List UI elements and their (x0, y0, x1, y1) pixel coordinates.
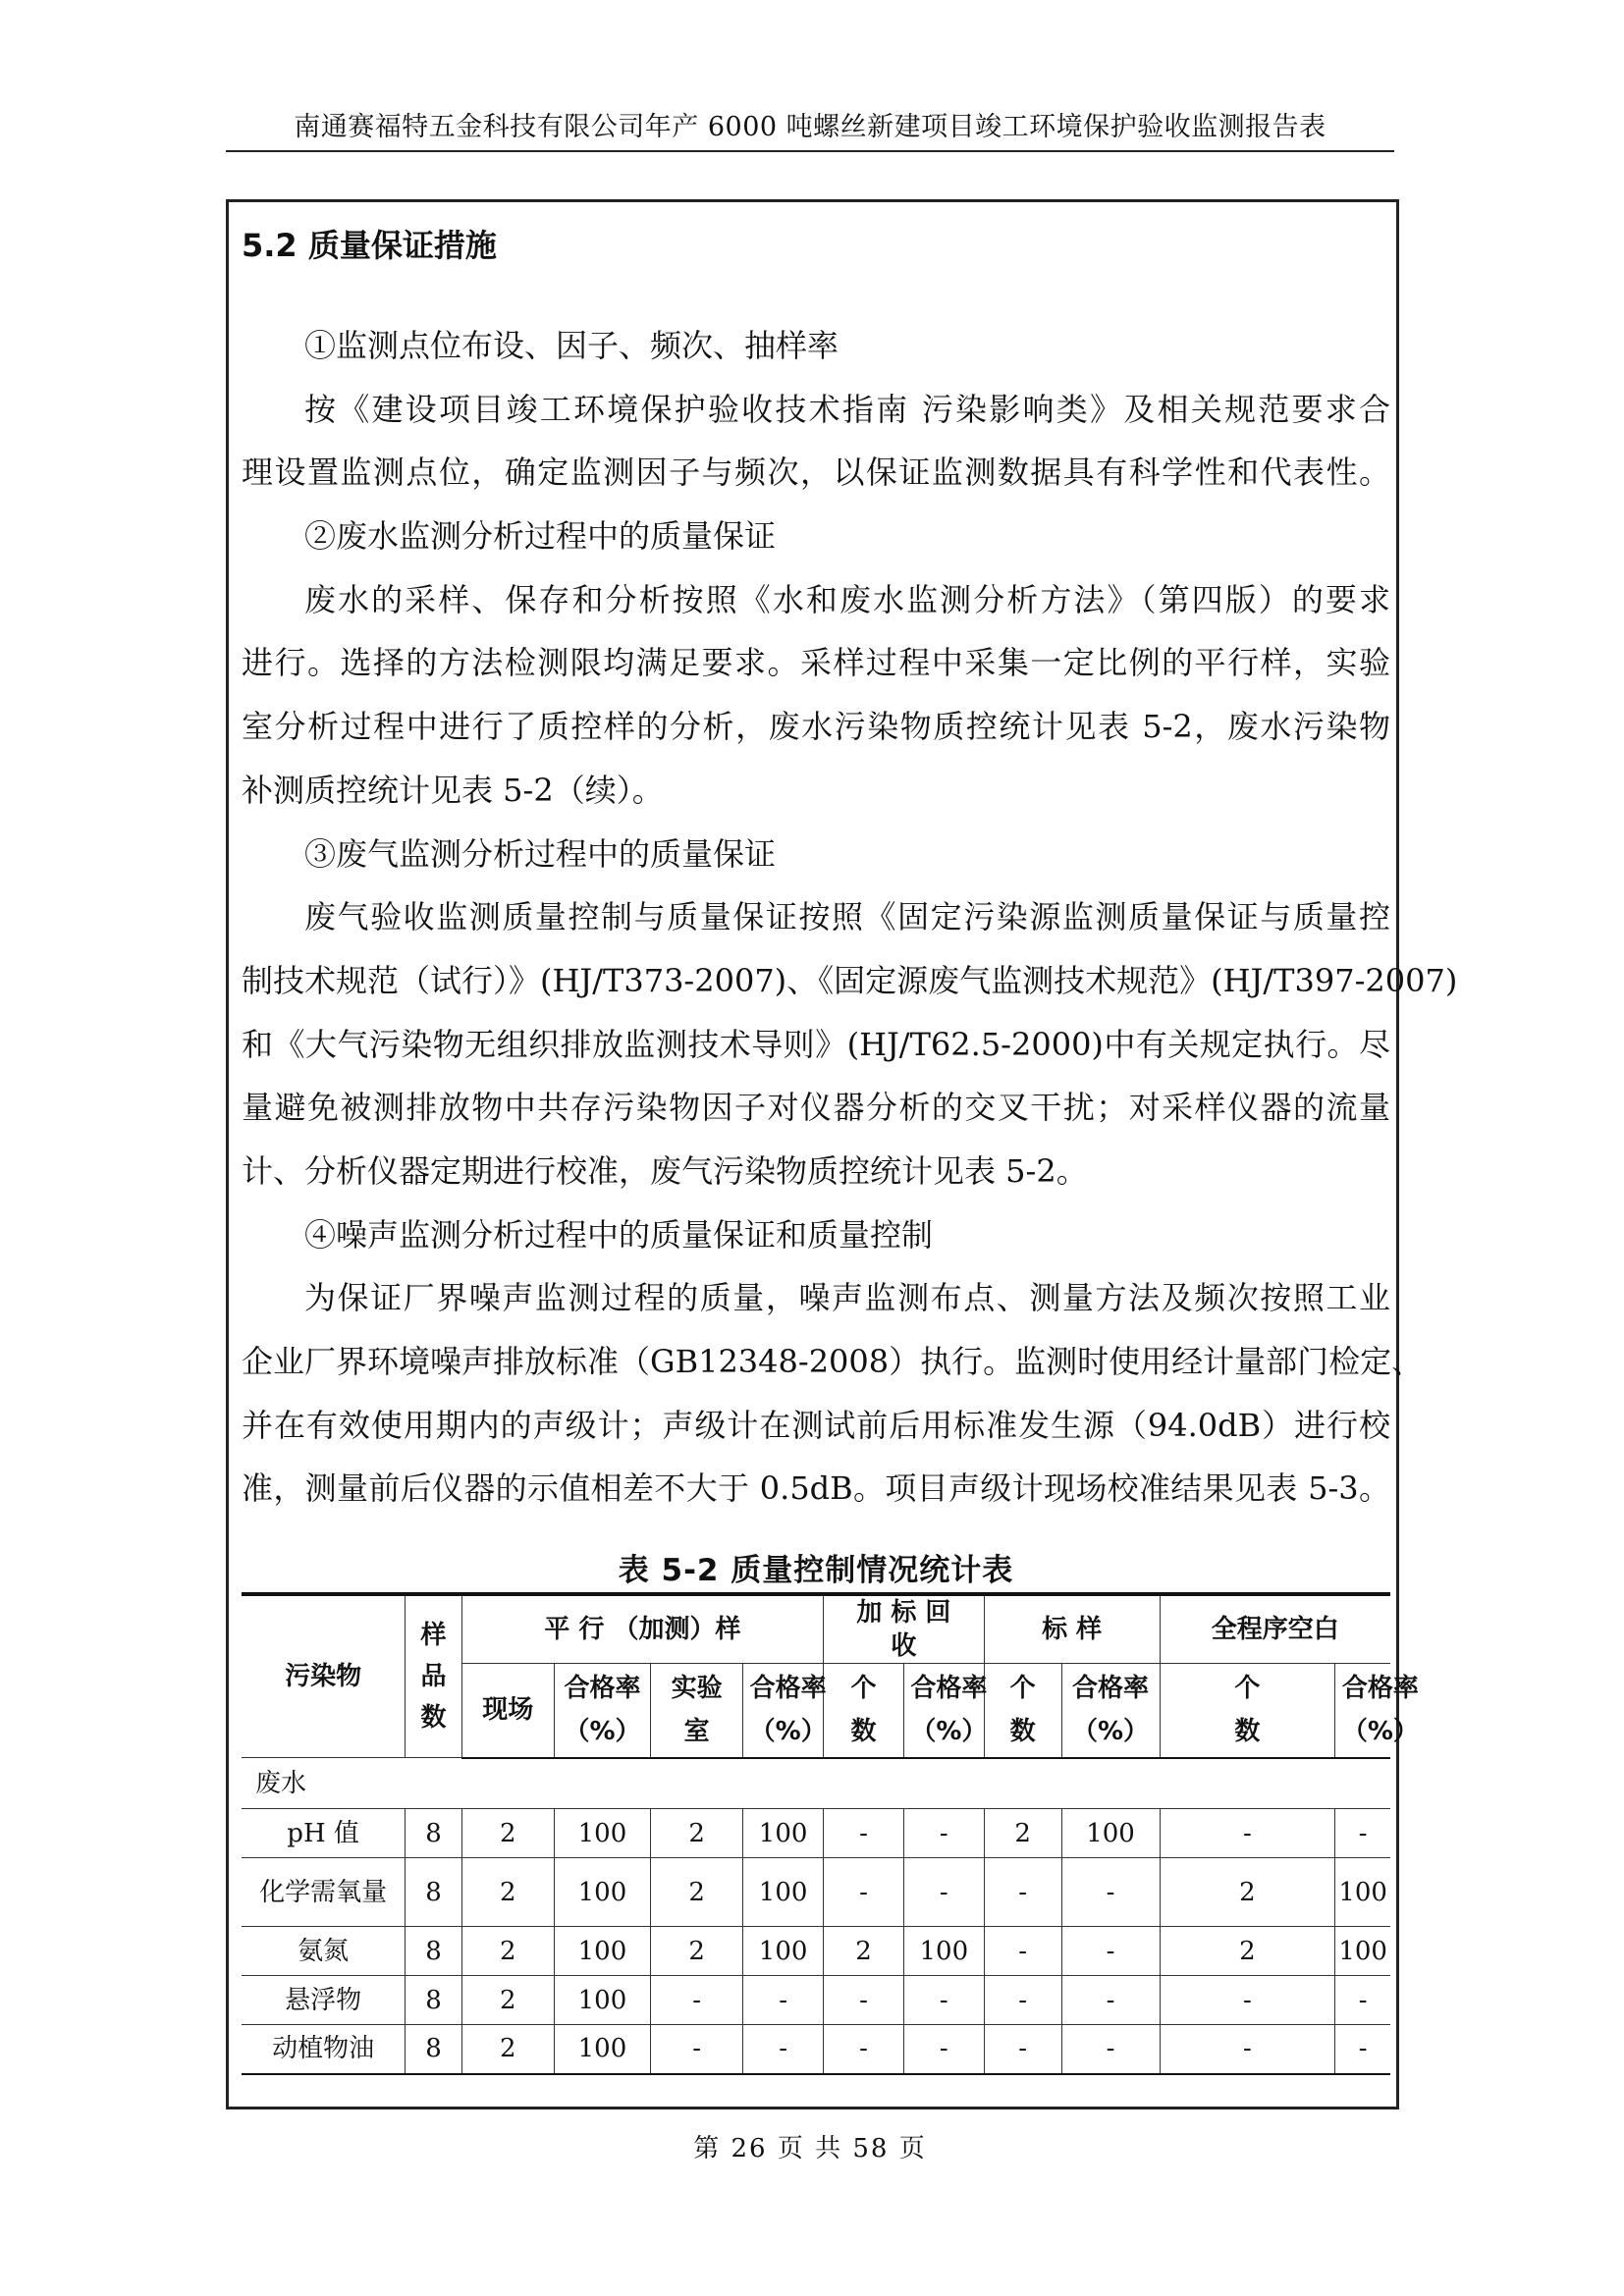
table-cell: 100 (743, 1858, 824, 1927)
table-cell: - (824, 1809, 904, 1858)
table-cell: 8 (406, 1927, 462, 1976)
table-cell: 100 (1061, 1809, 1160, 1858)
header-blank-pass-rate-text: 合格率（%） (1341, 1674, 1419, 1747)
header-standard-count-text: 个数 (1009, 1674, 1036, 1747)
table-cell: - (903, 1858, 984, 1927)
table-cell: 2 (461, 1858, 554, 1927)
paragraph-line: ③废气监测分析过程中的质量保证 (304, 834, 777, 873)
table-cell: - (824, 2025, 904, 2074)
header-blank-pass-rate (1335, 1664, 1419, 1758)
table-cell: 2 (461, 2025, 554, 2074)
table-row (242, 1858, 1390, 1927)
paragraph-line: 量避免被测排放物中共存污染物因子对仪器分析的交叉干扰；对采样仪器的流量 (242, 1089, 1390, 1127)
table-row (242, 1976, 1390, 2025)
header-blank-count-text: 个数 (1234, 1674, 1261, 1747)
table-row (242, 1927, 1390, 1976)
table-cell: - (1061, 1976, 1160, 2025)
pollutant-name: 化学需氧量 (242, 1858, 406, 1927)
table-cell: - (824, 1976, 904, 2025)
section-title: 5.2 质量保证措施 (242, 227, 497, 264)
table-cell: 100 (743, 1809, 824, 1858)
table-cell: - (1160, 2025, 1335, 2074)
paragraph-line: 补测质控统计见表 5-2（续）。 (242, 771, 664, 809)
table-cell: 2 (461, 1809, 554, 1858)
header-lab-text: 实验室 (671, 1674, 723, 1747)
table-cell: - (1160, 1976, 1335, 2025)
header-standard-pass-rate-text: 合格率（%） (1071, 1674, 1150, 1747)
table-cell: - (1061, 2025, 1160, 2074)
section-body (242, 314, 1458, 1521)
paragraph-line: 按《建设项目竣工环境保护验收技术指南 污染影响类》及相关规范要求合 (304, 390, 1390, 428)
table-cell: 2 (1160, 1858, 1335, 1927)
table-cell: 2 (461, 1976, 554, 2025)
table-cell: - (1335, 2025, 1390, 2074)
header-spike (824, 1594, 985, 1664)
paragraph-line: ②废水监测分析过程中的质量保证 (304, 517, 777, 556)
table-cell: - (1335, 1976, 1390, 2025)
section-content (242, 214, 1458, 1521)
header-lab-pass-rate-text: 合格率（%） (749, 1674, 827, 1747)
table-cell: - (903, 1976, 984, 2025)
table-cell: 2 (824, 1927, 904, 1976)
table-cell: - (824, 1858, 904, 1927)
page-number: 第 26 页 共 58 页 (693, 2134, 927, 2163)
pollutant-name: 氨氮 (242, 1927, 406, 1976)
table-cell: - (984, 2025, 1061, 2074)
paragraph-line: 室分析过程中进行了质控样的分析，废水污染物质控统计见表 5-2，废水污染物 (242, 708, 1390, 746)
table-caption: 表 5-2 质量控制情况统计表 (618, 1553, 1014, 1588)
paragraph-line: 理设置监测点位，确定监测因子与频次，以保证监测数据具有科学性和代表性。 (242, 454, 1390, 492)
paragraph-line: 企业厂界环境噪声排放标准（GB12348-2008）执行。监测时使用经计量部门检定、 (242, 1343, 1424, 1380)
header-standard: 标 样 (984, 1594, 1160, 1664)
table-cell: - (1061, 1858, 1160, 1927)
header-standard-count (984, 1664, 1061, 1758)
group-label-wastewater: 废水 (242, 1758, 1390, 1809)
table-cell: 2 (651, 1927, 743, 1976)
table-cell: 2 (651, 1809, 743, 1858)
header-sample-count (406, 1594, 462, 1758)
header-standard-pass-rate (1061, 1664, 1160, 1758)
table-cell: 100 (903, 1927, 984, 1976)
paragraph-line: ①监测点位布设、因子、频次、抽样率 (304, 327, 839, 364)
paragraph-line: ④噪声监测分析过程中的质量保证和质量控制 (304, 1215, 934, 1254)
table-cell: 100 (554, 1858, 651, 1927)
table-cell: 2 (984, 1809, 1061, 1858)
table-cell: - (903, 1809, 984, 1858)
paragraph-line: 准，测量前后仪器的示值相差不大于 0.5dB。项目声级计现场校准结果见表 5-3。 (242, 1469, 1390, 1508)
table-cell: - (651, 1976, 743, 2025)
paragraph-line: 废水的采样、保存和分析按照《水和废水监测分析方法》（第四版）的要求 (304, 580, 1390, 618)
header-blank-count (1160, 1664, 1335, 1758)
table-cell: 100 (1335, 1927, 1390, 1976)
report-header: 南通赛福特五金科技有限公司年产 6000 吨螺丝新建项目竣工环境保护验收监测报告表 (294, 112, 1326, 142)
table-cell: - (651, 2025, 743, 2074)
header-lab (651, 1664, 743, 1758)
header-parallel-pass-rate (554, 1664, 651, 1758)
table-cell: - (984, 1927, 1061, 1976)
header-blank: 全程序空白 (1160, 1594, 1390, 1664)
table-cell: 8 (406, 1809, 462, 1858)
table-cell: 100 (554, 1927, 651, 1976)
paragraph-line: 制技术规范（试行）》(HJ/T373-2007)、《固定源废气监测技术规范》(HJ/T397-2007) (242, 961, 1458, 999)
header-lab-pass-rate (743, 1664, 827, 1758)
paragraph-line: 为保证厂界噪声监测过程的质量，噪声监测布点、测量方法及频次按照工业 (304, 1279, 1390, 1317)
table-cell: 2 (1160, 1927, 1335, 1976)
table-cell: 2 (461, 1927, 554, 1976)
quality-control-table (242, 1592, 1419, 2075)
table-cell: 8 (406, 2025, 462, 2074)
table-cell: - (1160, 1809, 1335, 1858)
table-cell: 100 (743, 1927, 824, 1976)
header-onsite: 现场 (461, 1664, 554, 1758)
table-cell: 2 (651, 1858, 743, 1927)
header-parallel: 平 行 （加测）样 (461, 1594, 823, 1664)
header-spike-count (824, 1664, 904, 1758)
table-cell: - (984, 1858, 1061, 1927)
table-cell: 8 (406, 1858, 462, 1927)
paragraph-line: 并在有效使用期内的声级计；声级计在测试前后用标准发生源（94.0dB）进行校 (242, 1406, 1390, 1444)
table-row (242, 2025, 1390, 2074)
table-cell: - (1335, 1809, 1390, 1858)
table-body (242, 1758, 1390, 2074)
table-cell: - (743, 1976, 824, 2025)
table-cell: - (743, 2025, 824, 2074)
table-cell: - (984, 1976, 1061, 2025)
table-cell: 8 (406, 1976, 462, 2025)
header-sample-count-text: 样品数 (420, 1621, 447, 1733)
table-cell: 100 (554, 1809, 651, 1858)
table-cell: 100 (1335, 1858, 1390, 1927)
paragraph-line: 废气验收监测质量控制与质量保证按照《固定污染源监测质量保证与质量控 (304, 898, 1390, 936)
header-spike-pass-rate-text: 合格率（%） (910, 1674, 988, 1747)
header-spike-count-text: 个数 (850, 1674, 877, 1747)
header-rule (226, 150, 1394, 152)
header-spike-pass-rate (903, 1664, 988, 1758)
table-cell: - (1061, 1927, 1160, 1976)
pollutant-name: pH 值 (242, 1809, 406, 1858)
pollutant-name: 悬浮物 (242, 1976, 406, 2025)
paragraph-line: 进行。选择的方法检测限均满足要求。采样过程中采集一定比例的平行样，实验 (242, 644, 1390, 682)
table-cell: - (903, 2025, 984, 2074)
header-spike-text: 加 标 回 收 (856, 1598, 951, 1661)
table-cell: 100 (554, 1976, 651, 2025)
paragraph-line: 和《大气污染物无组织排放监测技术导则》(HJ/T62.5-2000)中有关规定执行。尽 (242, 1025, 1390, 1063)
header-pollutant: 污染物 (242, 1594, 406, 1758)
header-parallel-pass-rate-text: 合格率（%） (564, 1674, 641, 1747)
table-cell: 100 (554, 2025, 651, 2074)
table-row (242, 1809, 1390, 1858)
pollutant-name: 动植物油 (242, 2025, 406, 2074)
paragraph-line: 计、分析仪器定期进行校准，废气污染物质控统计见表 5-2。 (242, 1151, 1088, 1190)
